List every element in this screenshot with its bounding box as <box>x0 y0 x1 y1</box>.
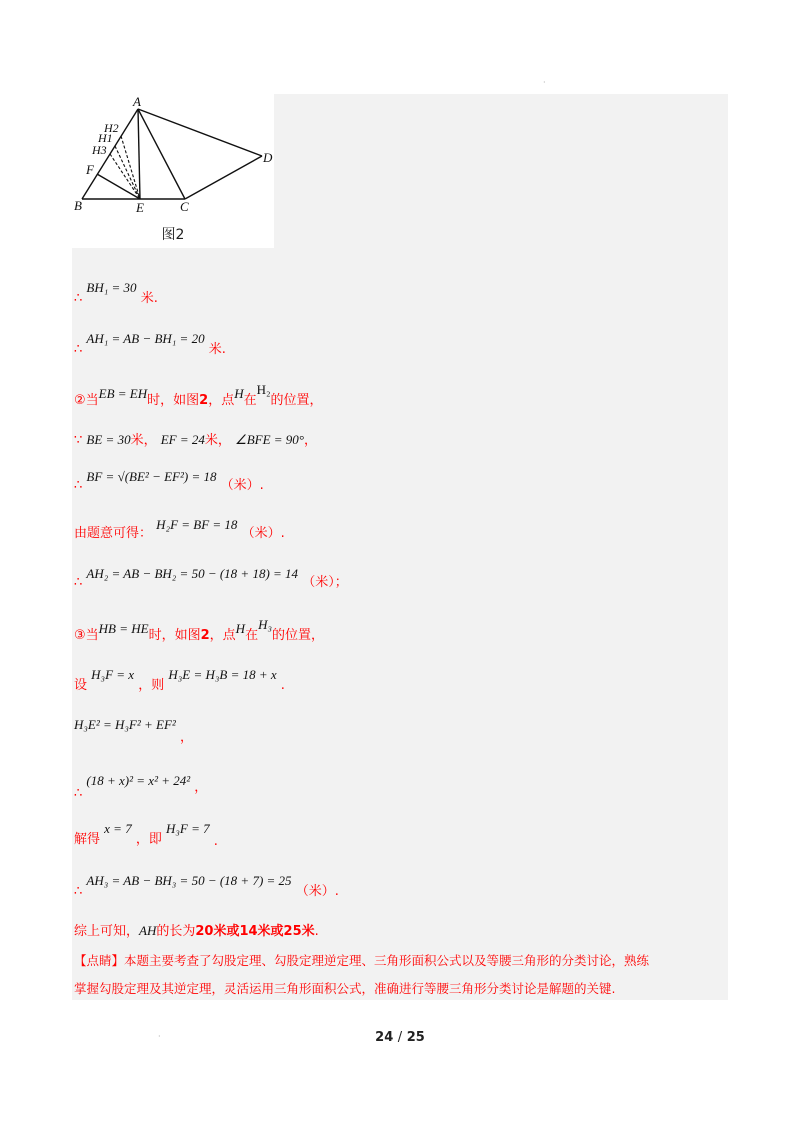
key-point-text: 掌握勾股定理及其逆定理，灵活运用三角形面积公式，准确进行等腰三角形分类讨论是解题的关键. <box>74 981 616 996</box>
unit-text: （米）. <box>241 526 285 541</box>
text: 在 <box>245 628 259 643</box>
text: ，点 <box>209 628 236 643</box>
label-f: F <box>86 162 94 177</box>
equation: EB = EH <box>98 386 148 401</box>
scan-dot: · <box>158 1032 161 1041</box>
segment-ac <box>138 109 185 199</box>
therefore-symbol: ∴ <box>74 342 83 357</box>
equation: H₃E = H₃B = 18 + x <box>168 667 277 682</box>
point-h3: H₃ <box>258 617 272 632</box>
text: 时，如图 <box>147 393 200 408</box>
label-e: E <box>136 200 144 215</box>
segment-h3e <box>110 154 140 199</box>
label-h3: H3 <box>92 143 107 157</box>
text: ，即 <box>135 832 162 847</box>
solution-line <box>74 328 226 357</box>
equation-line <box>74 714 193 745</box>
text: ，点 <box>208 393 235 408</box>
equation: H₂F = BF = 18 <box>156 517 238 532</box>
page-total: 25 <box>406 1030 425 1045</box>
equation: ∠BFE = 90° <box>235 432 304 447</box>
unit-text: （米）； <box>302 575 348 590</box>
label-d: D <box>263 150 273 165</box>
label-b: B <box>74 198 82 213</box>
figure-ref: 2 <box>199 393 209 408</box>
equation: AH₁ = AB − BH₁ = 20 <box>86 331 205 346</box>
text: ②当 <box>74 393 99 408</box>
text: 米， <box>130 433 157 448</box>
therefore-symbol: ∴ <box>74 884 83 899</box>
equation: H₃F = x <box>91 667 135 682</box>
geometry-diagram <box>72 94 274 224</box>
text: . <box>213 834 218 849</box>
page-separator: / <box>397 1030 403 1045</box>
scan-dot: · <box>543 78 546 87</box>
text: 在 <box>243 393 257 408</box>
equation: AH₂ = AB − BH₂ = 50 − (18 + 18) = 14 <box>86 566 299 581</box>
figure-caption: 图2 <box>161 227 185 243</box>
label-a: A <box>133 94 141 109</box>
equation: (18 + x)² = x² + 24² <box>86 773 191 788</box>
given-line <box>74 429 317 448</box>
text: 的位置， <box>272 628 325 643</box>
page-current: 24 <box>375 1030 394 1045</box>
figure-ref: 2 <box>200 628 210 643</box>
text: 时，如图 <box>148 628 201 643</box>
comma: ， <box>194 780 208 795</box>
equation: AH <box>139 923 157 938</box>
text: 的位置， <box>270 393 323 408</box>
label-c: C <box>180 199 189 214</box>
therefore-symbol: ∴ <box>74 291 83 306</box>
text: ， <box>304 433 318 448</box>
equation: H₃E² = H₃F² + EF² <box>74 717 176 732</box>
unit-text: （米）. <box>220 478 264 493</box>
because-symbol: ∵ <box>74 433 83 448</box>
page-number <box>0 1030 800 1045</box>
conclusion-line <box>74 920 319 939</box>
equation: EF = 24 <box>160 432 205 447</box>
equation: x = 7 <box>104 821 132 836</box>
comma: ， <box>179 730 193 745</box>
text: ③当 <box>74 628 99 643</box>
equation: HB = HE <box>98 621 149 636</box>
label-h1: H1 <box>98 131 113 145</box>
equation: BE = 30 <box>86 432 131 447</box>
segment-cd <box>185 156 262 199</box>
solution-line <box>74 563 348 590</box>
text: . <box>314 924 319 939</box>
point-h2: H₂ <box>256 382 271 397</box>
therefore-symbol: ∴ <box>74 786 83 801</box>
segment-fe <box>97 174 140 199</box>
solution-line <box>74 466 264 493</box>
case-two-heading <box>74 382 323 408</box>
segment-ae <box>138 109 140 199</box>
text: 综上可知， <box>74 924 140 939</box>
therefore-symbol: ∴ <box>74 478 83 493</box>
key-point-text: 【点睛】本题主要考查了勾股定理、勾股定理逆定理、三角形面积公式以及等腰三角形的分类讨论，熟练 <box>74 953 650 968</box>
segment-ad <box>138 109 262 156</box>
point-h: H <box>235 621 246 636</box>
answer-values: 20米或14米或25米 <box>195 924 315 939</box>
result-line <box>74 818 218 849</box>
text: . <box>280 678 285 693</box>
key-point-line <box>74 979 615 997</box>
geometry-figure <box>72 94 274 248</box>
text: 米， <box>204 433 231 448</box>
equation: BH₁ = 30 <box>86 280 137 295</box>
point-h: H <box>234 386 244 401</box>
label-h2: H2 <box>104 121 119 135</box>
solution-line <box>74 870 339 899</box>
solution-line <box>74 277 158 306</box>
case-three-heading <box>74 617 325 643</box>
solution-line <box>74 770 208 801</box>
equation: AH₃ = AB − BH₃ = 50 − (18 + 7) = 25 <box>86 873 292 888</box>
unit-text: （米）. <box>295 884 339 899</box>
text: ，则 <box>138 678 165 693</box>
equation: H₃F = 7 <box>166 821 210 836</box>
setup-line <box>74 664 285 693</box>
equation: BF = √(BE² − EF²) = 18 <box>86 469 217 484</box>
text: 解得 <box>74 832 101 847</box>
text: 设 <box>74 678 88 693</box>
key-point-line <box>74 951 649 969</box>
text: 由题意可得： <box>74 526 153 541</box>
unit-text: 米. <box>208 342 226 357</box>
solution-line <box>74 514 285 541</box>
unit-text: 米. <box>140 291 158 306</box>
text: 的长为 <box>156 924 196 939</box>
therefore-symbol: ∴ <box>74 575 83 590</box>
